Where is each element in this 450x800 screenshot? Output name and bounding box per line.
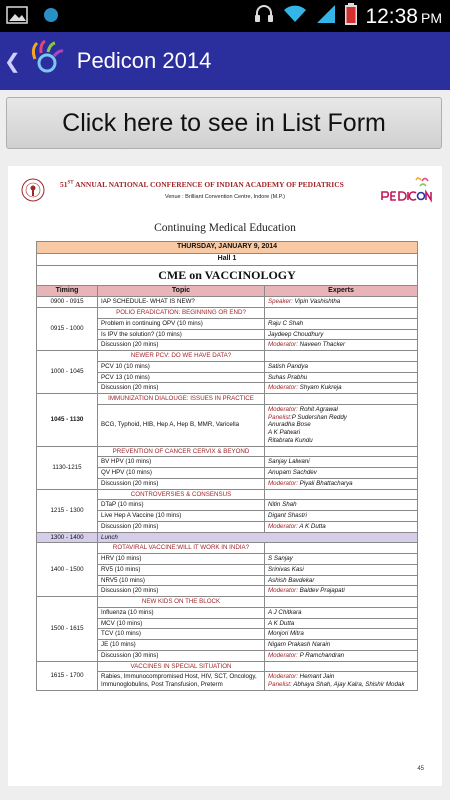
expert-cell: Srinivas Kasi	[265, 564, 418, 575]
back-chevron-icon[interactable]: ❮	[4, 50, 21, 73]
topic-cell: Live Hep A Vaccine (10 mins)	[98, 511, 265, 522]
session-row	[37, 394, 418, 405]
app-logo-icon[interactable]	[21, 39, 65, 84]
expert-cell: Suhas Prabhu	[265, 372, 418, 383]
expert-name: Abhaya Shah, Ajay Kalra, Shishir Modak	[291, 681, 405, 688]
expert-cell: Nitin Shah	[265, 500, 418, 511]
expert-cell: Satish Pandya	[265, 361, 418, 372]
iap-seal-icon	[20, 176, 46, 206]
expert-cell: Anupam Sachdev	[265, 468, 418, 479]
expert-cell	[265, 661, 418, 672]
conference-title: 51ST ANNUAL NATIONAL CONFERENCE OF INDIAN ACADEMY OF PEDIATRICS	[60, 180, 344, 189]
session-row	[37, 661, 418, 672]
circle-icon	[42, 6, 60, 29]
expert-role: Panelist:	[268, 413, 292, 421]
topic-cell: PCV 10 (10 mins)	[98, 361, 265, 372]
session-row	[37, 543, 418, 554]
status-bar	[0, 0, 450, 32]
time-cell: 1215 - 1300	[37, 489, 98, 532]
expert-cell	[265, 394, 418, 405]
topic-cell: JE (10 mins)	[98, 640, 265, 651]
expert-name: Ritabrata Kundu	[268, 436, 313, 444]
venue-text: Venue : Brilliant Convention Centre, Indore (M.P.)	[164, 194, 286, 200]
expert-name: Anuradha Bose	[268, 421, 311, 429]
table-row	[37, 297, 418, 308]
session-row	[37, 351, 418, 362]
wifi-icon	[283, 4, 307, 29]
topic-cell: PCV 13 (10 mins)	[98, 372, 265, 383]
topic-cell: Discussion (20 mins)	[98, 340, 265, 351]
expert-role: Moderator:	[268, 673, 298, 681]
expert-cell	[265, 351, 418, 362]
topic-cell: Problem in continuing OPV (10 mins)	[98, 318, 265, 329]
topic-cell: HRV (10 mins)	[98, 554, 265, 565]
battery-icon	[345, 3, 357, 30]
time-cell: 0915 - 1000	[37, 308, 98, 351]
session-title: ROTAVIRAL VACCINE:WILL IT WORK IN INDIA?	[98, 543, 265, 554]
column-header-experts: Experts	[265, 285, 418, 297]
topic-cell: Discussion (30 mins)	[98, 650, 265, 661]
column-header-row	[37, 285, 418, 297]
page-number: 45	[417, 766, 424, 772]
expert-role: Moderator:	[268, 587, 298, 595]
expert-cell	[265, 650, 418, 661]
topic-cell: TCV (10 mins)	[98, 629, 265, 640]
topic-cell: Discussion (20 mins)	[98, 478, 265, 489]
topic-cell: BCG, Typhoid, HIB, Hep A, Hep B, MMR, Varicella	[98, 404, 265, 446]
expert-cell	[265, 672, 418, 691]
expert-cell: Raju C Shah	[265, 318, 418, 329]
expert-cell: A K Dutta	[265, 618, 418, 629]
session-row	[37, 597, 418, 608]
expert-role: Moderator:	[268, 479, 298, 487]
expert-line	[268, 673, 414, 681]
expert-cell	[265, 543, 418, 554]
time-cell: 1500 - 1615	[37, 597, 98, 662]
topic-cell: Influenza (10 mins)	[98, 607, 265, 618]
headset-icon	[253, 3, 275, 30]
topic-cell: MCV (10 mins)	[98, 618, 265, 629]
expert-name: Shyam Kukreja	[297, 384, 342, 392]
expert-name: Baldev Prajapati	[297, 587, 345, 595]
time-cell: 1615 - 1700	[37, 661, 98, 690]
session-title: VACCINES IN SPECIAL SITUATION	[98, 661, 265, 672]
signal-icon	[315, 4, 337, 29]
expert-cell: Monjori Mitra	[265, 629, 418, 640]
action-bar	[0, 32, 450, 90]
topic-cell: Rabies, Immunocompromised Host, HIV, SCT, Oncology, Immunoglobulins, Post Transfusion, Preterm	[98, 672, 265, 691]
pedicon-logo-icon	[378, 176, 434, 208]
expert-line	[268, 681, 414, 689]
expert-name: Vipin Vashishtha	[292, 298, 341, 306]
topic-cell: RV5 (10 mins)	[98, 564, 265, 575]
expert-line	[268, 429, 414, 437]
time-cell: 0900 - 0915	[37, 297, 98, 308]
expert-name: Rohit Agrawal	[297, 405, 338, 413]
expert-role: Moderator:	[268, 522, 298, 530]
schedule-document	[8, 166, 442, 786]
topic-cell: IAP SCHEDULE- WHAT IS NEW?	[98, 297, 265, 308]
topic-cell: NRV5 (10 mins)	[98, 575, 265, 586]
topic-cell: QV HPV (10 mins)	[98, 468, 265, 479]
expert-cell: Ashish Bavdekar	[265, 575, 418, 586]
app-title: Pedicon 2014	[76, 48, 212, 73]
expert-cell	[265, 521, 418, 532]
time-cell: 1130-1215	[37, 446, 98, 489]
session-row	[37, 308, 418, 319]
session-title: PREVENTION OF CANCER CERVIX & BEYOND	[98, 446, 265, 457]
expert-cell	[265, 383, 418, 394]
lunch-row	[37, 532, 418, 543]
expert-role: Moderator:	[268, 651, 298, 659]
time-cell: 1400 - 1500	[37, 543, 98, 597]
session-title: NEWER PCV: DO WE HAVE DATA?	[98, 351, 265, 362]
expert-line	[268, 437, 414, 445]
time-cell: 1300 - 1400	[37, 532, 98, 543]
expert-name: A K Dutta	[297, 522, 326, 530]
document-header	[8, 166, 442, 216]
expert-cell	[265, 597, 418, 608]
expert-cell	[265, 446, 418, 457]
expert-cell: S Sanjay	[265, 554, 418, 565]
session-row	[37, 489, 418, 500]
time-cell: 1045 - 1130	[37, 394, 98, 447]
time-cell: 1000 - 1045	[37, 351, 98, 394]
expert-line	[268, 406, 414, 414]
expert-name: Naveen Thacker	[297, 341, 346, 349]
expert-line	[268, 421, 414, 429]
expert-name: A K Patwari	[268, 429, 301, 436]
expert-name: P Sudershan Reddy	[291, 413, 347, 421]
expert-cell	[265, 308, 418, 319]
expert-cell: Nigam Prakash Narain	[265, 640, 418, 651]
expert-cell: Jaydeep Choudhury	[265, 329, 418, 340]
session-title: CONTROVERSIES & CONSENSUS	[98, 489, 265, 500]
expert-cell	[265, 404, 418, 446]
expert-cell: Digant Shastri	[265, 511, 418, 522]
expert-role: Moderator:	[268, 384, 298, 392]
expert-cell	[265, 489, 418, 500]
column-header-timing: Timing	[37, 285, 98, 297]
expert-line	[268, 414, 414, 422]
expert-cell	[265, 340, 418, 351]
expert-role: Moderator:	[268, 341, 298, 349]
hall-header: Hall 1	[37, 253, 418, 265]
expert-cell: A J Chitkara	[265, 607, 418, 618]
document-subtitle: Continuing Medical Education	[154, 222, 296, 234]
expert-name: P Ramchandran	[297, 651, 345, 659]
expert-role: Moderator:	[268, 405, 298, 413]
topic-cell: Discussion (20 mins)	[98, 521, 265, 532]
topic-cell: Discussion (20 mins)	[98, 586, 265, 597]
expert-name: Hemant Jain	[297, 673, 335, 681]
session-row	[37, 446, 418, 457]
schedule-table	[36, 241, 418, 691]
expert-role: Panelist:	[268, 681, 292, 688]
date-header: THURSDAY, JANUARY 9, 2014	[37, 242, 418, 254]
column-header-topic: Topic	[98, 285, 265, 297]
lunch-label: Lunch	[98, 532, 418, 543]
expert-cell	[265, 478, 418, 489]
clock: 12:38 PM	[365, 4, 442, 28]
list-form-button[interactable]: Click here to see in List Form	[6, 97, 442, 149]
session-title: POLIO ERADICATION: BEGINNING OR END?	[98, 308, 265, 319]
topic-cell: BV HPV (10 mins)	[98, 457, 265, 468]
gallery-icon	[6, 5, 28, 30]
cme-title: CME on VACCINOLOGY	[37, 265, 418, 285]
expert-name: Piyali Bhattacharya	[297, 479, 353, 487]
expert-cell	[265, 297, 418, 308]
expert-cell: Sanjay Lalwani	[265, 457, 418, 468]
session-title: IMMUNIZATION DIALOUGE: ISSUES IN PRACTICE	[98, 394, 265, 405]
topic-cell: DTaP (10 mins)	[98, 500, 265, 511]
topic-cell: Is IPV the solution? (10 mins)	[98, 329, 265, 340]
expert-role: Speaker:	[268, 298, 293, 306]
topic-cell: Discussion (20 mins)	[98, 383, 265, 394]
session-title: NEW KIDS ON THE BLOCK	[98, 597, 265, 608]
expert-cell	[265, 586, 418, 597]
